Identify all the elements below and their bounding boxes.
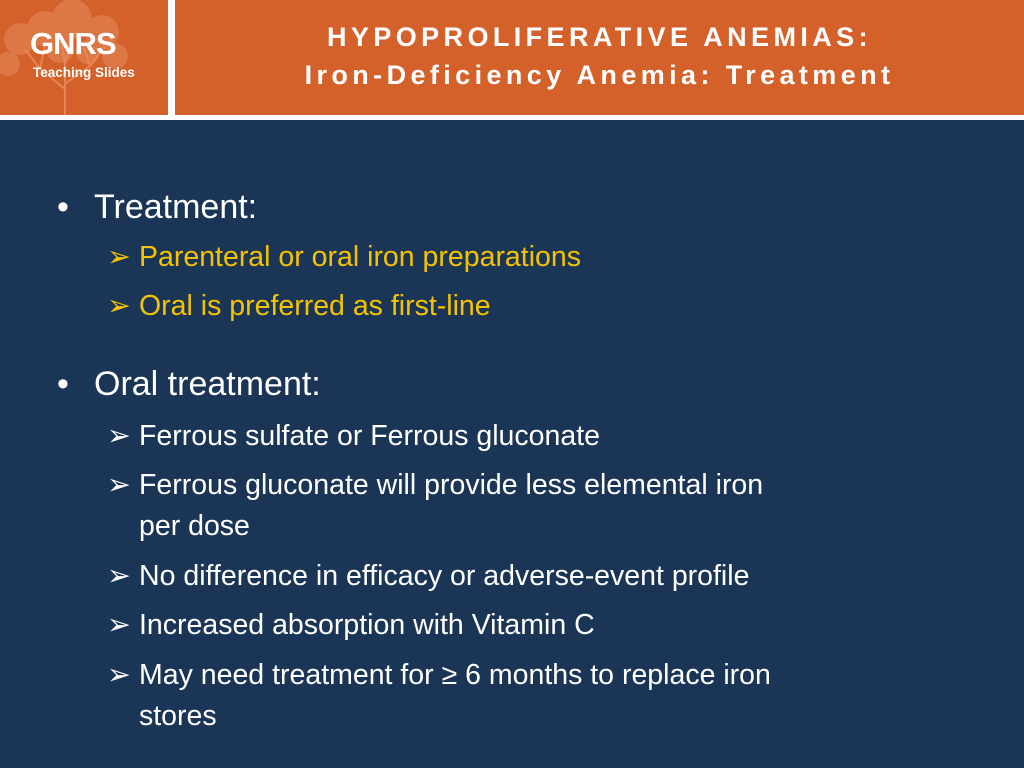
sub-bullet-text: May need treatment for ≥ 6 months to replace iron: [139, 659, 771, 691]
arrow-bullet-icon: ➢: [107, 241, 131, 273]
sub-bullet-text: per dose: [139, 510, 250, 542]
bullet-heading: Oral treatment:: [94, 365, 321, 403]
arrow-bullet-icon: ➢: [107, 659, 131, 691]
sub-bullet-text: Parenteral or oral iron preparations: [139, 241, 581, 273]
sub-bullet-text: Oral is preferred as first-line: [139, 290, 491, 322]
brand-tagline: Teaching Slides: [33, 65, 135, 80]
brand-name: GNRS: [30, 26, 116, 61]
title-line-1: HYPOPROLIFERATIVE ANEMIAS:: [327, 22, 872, 52]
arrow-bullet-icon: ➢: [107, 420, 131, 452]
bullet-glyph: •: [57, 188, 69, 226]
arrow-bullet-icon: ➢: [107, 290, 131, 322]
arrow-bullet-icon: ➢: [107, 609, 131, 641]
arrow-bullet-icon: ➢: [107, 560, 131, 592]
bullet-glyph: •: [57, 365, 69, 403]
bullet-heading: Treatment:: [94, 188, 258, 226]
arrow-bullet-icon: ➢: [107, 469, 131, 501]
sub-bullet-text: Ferrous gluconate will provide less elemental iron: [139, 469, 764, 501]
sub-bullet-text: Increased absorption with Vitamin C: [139, 609, 595, 641]
sub-bullet-text: Ferrous sulfate or Ferrous gluconate: [139, 420, 600, 452]
sub-bullet-text: stores: [139, 700, 217, 732]
sub-bullet-text: No difference in efficacy or adverse-event profile: [139, 560, 750, 592]
title-line-2: Iron-Deficiency Anemia: Treatment: [304, 60, 895, 90]
